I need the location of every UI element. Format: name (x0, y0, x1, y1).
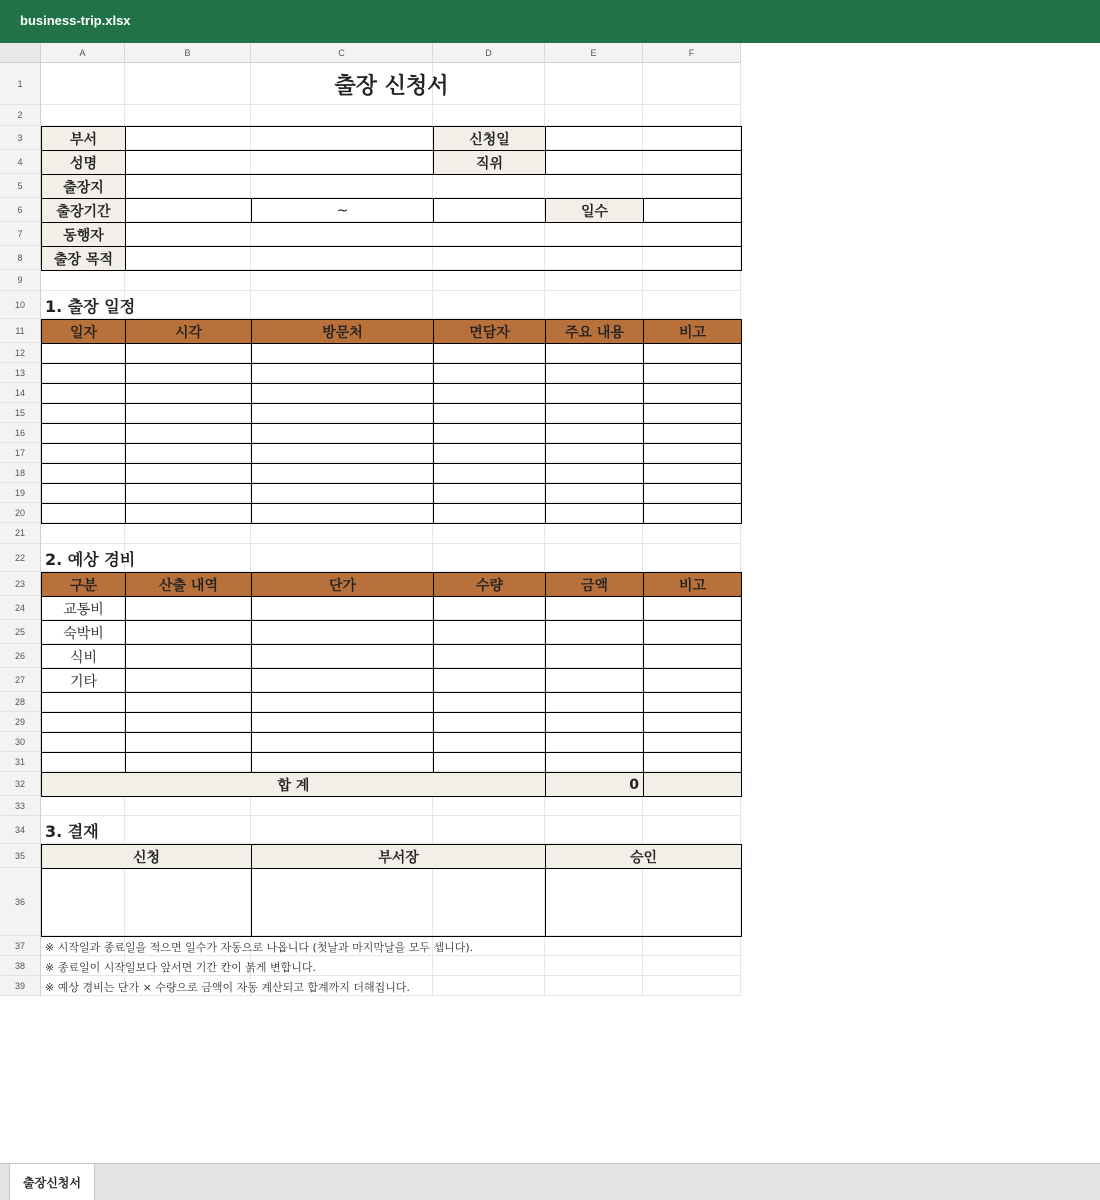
schedule-col-header: 비고 (643, 319, 742, 344)
schedule-cell[interactable] (643, 343, 742, 364)
expense-cell[interactable] (545, 732, 644, 753)
expense-cell[interactable] (433, 644, 546, 669)
row-header[interactable]: 25 (0, 620, 41, 644)
expenses-col-header: 금액 (545, 572, 644, 597)
expense-cell[interactable] (545, 692, 644, 713)
schedule-cell[interactable] (251, 423, 434, 444)
schedule-cell[interactable] (251, 363, 434, 384)
expense-cell[interactable] (251, 644, 434, 669)
row-header[interactable]: 6 (0, 198, 41, 222)
total-label: 합 계 (41, 772, 546, 797)
expense-cell[interactable] (643, 692, 742, 713)
expense-cell[interactable] (251, 668, 434, 693)
approval-applicant-header: 신청 (41, 844, 252, 869)
days-label: 일수 (545, 198, 644, 223)
row-header[interactable]: 22 (0, 544, 41, 572)
expenses-col-header: 산출 내역 (125, 572, 252, 597)
expense-cell[interactable] (251, 692, 434, 713)
file-name: business-trip.xlsx (20, 13, 131, 28)
days-value[interactable] (643, 198, 742, 223)
schedule-col-header: 면담자 (433, 319, 546, 344)
note-text: ※ 종료일이 시작일보다 앞서면 기간 칸이 붉게 변합니다. (45, 960, 316, 974)
schedule-cell[interactable] (643, 363, 742, 384)
approval-approver-header: 승인 (545, 844, 742, 869)
expense-cell[interactable] (41, 732, 126, 753)
schedule-cell[interactable] (251, 403, 434, 424)
companion-label: 동행자 (41, 222, 126, 247)
expense-cell[interactable] (251, 732, 434, 753)
schedule-cell[interactable] (545, 343, 644, 364)
schedule-cell[interactable] (433, 443, 546, 464)
schedule-cell[interactable] (251, 483, 434, 504)
row-header[interactable]: 26 (0, 644, 41, 668)
schedule-cell[interactable] (433, 383, 546, 404)
expense-cell[interactable] (125, 692, 252, 713)
schedule-cell[interactable] (433, 363, 546, 384)
expense-cell[interactable] (251, 620, 434, 645)
schedule-cell[interactable] (251, 443, 434, 464)
expense-cell[interactable] (545, 644, 644, 669)
position-input[interactable] (545, 150, 742, 175)
expense-cell[interactable] (125, 620, 252, 645)
column-header[interactable]: F (643, 43, 741, 63)
schedule-heading: 1. 출장 일정 (45, 297, 136, 316)
schedule-cell[interactable] (251, 383, 434, 404)
expense-cell[interactable] (433, 668, 546, 693)
manager-sign-box[interactable] (251, 868, 546, 937)
row-header[interactable]: 7 (0, 222, 41, 246)
row-header[interactable]: 16 (0, 423, 41, 443)
expense-cell[interactable] (643, 752, 742, 773)
schedule-cell[interactable] (545, 443, 644, 464)
schedule-cell[interactable] (125, 383, 252, 404)
column-header[interactable]: B (125, 43, 251, 63)
schedule-cell[interactable] (433, 423, 546, 444)
column-header[interactable]: D (433, 43, 545, 63)
expense-cell[interactable] (433, 752, 546, 773)
schedule-cell[interactable] (41, 383, 126, 404)
row-header[interactable]: 14 (0, 383, 41, 403)
row-header[interactable]: 13 (0, 363, 41, 383)
row-header[interactable]: 32 (0, 772, 41, 796)
schedule-cell[interactable] (125, 503, 252, 524)
schedule-cell[interactable] (643, 403, 742, 424)
expense-cell[interactable] (41, 752, 126, 773)
row-header[interactable]: 11 (0, 319, 41, 343)
schedule-col-header: 시각 (125, 319, 252, 344)
expense-cell[interactable] (545, 752, 644, 773)
schedule-cell[interactable] (545, 383, 644, 404)
expense-cell[interactable] (433, 712, 546, 733)
schedule-cell[interactable] (41, 463, 126, 484)
spreadsheet-grid[interactable] (0, 43, 741, 993)
destination-label: 출장지 (41, 174, 126, 199)
applicant-sign-box[interactable] (41, 868, 252, 937)
expense-category[interactable]: 숙박비 (41, 620, 126, 645)
row-header[interactable]: 1 (0, 63, 41, 105)
column-header[interactable]: E (545, 43, 643, 63)
row-header[interactable]: 39 (0, 976, 41, 996)
expense-cell[interactable] (643, 620, 742, 645)
expense-cell[interactable] (433, 692, 546, 713)
column-header[interactable]: C (251, 43, 433, 63)
row-header[interactable]: 37 (0, 936, 41, 956)
start-date-input[interactable] (125, 198, 252, 223)
name-input[interactable] (125, 150, 434, 175)
schedule-cell[interactable] (433, 503, 546, 524)
approval-manager-header: 부서장 (251, 844, 546, 869)
expense-cell[interactable] (643, 596, 742, 621)
expense-cell[interactable] (125, 752, 252, 773)
name-label: 성명 (41, 150, 126, 175)
row-header[interactable]: 10 (0, 291, 41, 319)
schedule-cell[interactable] (545, 503, 644, 524)
expense-category[interactable]: 기타 (41, 668, 126, 693)
schedule-col-header: 방문처 (251, 319, 434, 344)
expense-cell[interactable] (643, 712, 742, 733)
schedule-cell[interactable] (41, 403, 126, 424)
schedule-cell[interactable] (41, 423, 126, 444)
schedule-cell[interactable] (41, 503, 126, 524)
purpose-input[interactable] (125, 246, 742, 271)
row-header[interactable]: 28 (0, 692, 41, 712)
period-tilde: ~ (251, 198, 434, 223)
expense-cell[interactable] (433, 596, 546, 621)
sheet-tab-bar (0, 1163, 1100, 1200)
expenses-col-header: 구분 (41, 572, 126, 597)
row-header[interactable]: 5 (0, 174, 41, 198)
row-header[interactable]: 31 (0, 752, 41, 772)
companion-input[interactable] (125, 222, 742, 247)
end-date-input[interactable] (433, 198, 546, 223)
expenses-col-header: 비고 (643, 572, 742, 597)
expenses-heading: 2. 예상 경비 (45, 550, 136, 569)
schedule-cell[interactable] (545, 403, 644, 424)
expense-category[interactable]: 식비 (41, 644, 126, 669)
expense-cell[interactable] (125, 668, 252, 693)
period-label: 출장기간 (41, 198, 126, 223)
position-label: 직위 (433, 150, 546, 175)
schedule-col-header: 일자 (41, 319, 126, 344)
schedule-cell[interactable] (125, 463, 252, 484)
row-header[interactable]: 27 (0, 668, 41, 692)
apply-date-label: 신청일 (433, 126, 546, 151)
expense-cell[interactable] (251, 596, 434, 621)
row-header[interactable]: 15 (0, 403, 41, 423)
purpose-label: 출장 목적 (41, 246, 126, 271)
row-header[interactable]: 38 (0, 956, 41, 976)
expense-cell[interactable] (251, 712, 434, 733)
note-text: ※ 시작일과 종료일을 적으면 일수가 자동으로 나옵니다 (첫날과 마지막날을 모두 셉니다). (45, 940, 474, 954)
schedule-cell[interactable] (251, 343, 434, 364)
row-header[interactable]: 8 (0, 246, 41, 270)
row-header[interactable]: 35 (0, 844, 41, 868)
row-header[interactable]: 4 (0, 150, 41, 174)
schedule-cell[interactable] (41, 443, 126, 464)
schedule-cell[interactable] (41, 343, 126, 364)
form-title: 출장 신청서 (334, 74, 449, 99)
row-header[interactable]: 9 (0, 270, 41, 291)
total-note[interactable] (643, 772, 742, 797)
schedule-cell[interactable] (643, 443, 742, 464)
row-header[interactable]: 30 (0, 732, 41, 752)
row-header[interactable]: 34 (0, 816, 41, 844)
expense-cell[interactable] (643, 732, 742, 753)
select-all-corner[interactable] (0, 43, 41, 63)
expense-cell[interactable] (433, 732, 546, 753)
schedule-cell[interactable] (433, 483, 546, 504)
schedule-cell[interactable] (545, 483, 644, 504)
schedule-cell[interactable] (545, 363, 644, 384)
row-header[interactable]: 17 (0, 443, 41, 463)
destination-input[interactable] (125, 174, 742, 199)
row-header[interactable]: 21 (0, 523, 41, 544)
row-header[interactable]: 3 (0, 126, 41, 150)
title-bar (0, 0, 1100, 43)
schedule-cell[interactable] (125, 403, 252, 424)
row-header[interactable]: 2 (0, 105, 41, 126)
expense-cell[interactable] (251, 752, 434, 773)
expense-category[interactable]: 교통비 (41, 596, 126, 621)
expense-cell[interactable] (643, 668, 742, 693)
expenses-col-header: 단가 (251, 572, 434, 597)
dept-label: 부서 (41, 126, 126, 151)
expense-cell[interactable] (545, 620, 644, 645)
row-header[interactable]: 18 (0, 463, 41, 483)
schedule-cell[interactable] (41, 363, 126, 384)
schedule-cell[interactable] (125, 343, 252, 364)
expenses-col-header: 수량 (433, 572, 546, 597)
schedule-cell[interactable] (433, 463, 546, 484)
expense-cell[interactable] (643, 644, 742, 669)
total-amount: 0 (545, 772, 644, 797)
expense-cell[interactable] (41, 692, 126, 713)
expense-cell[interactable] (433, 620, 546, 645)
row-header[interactable]: 19 (0, 483, 41, 503)
schedule-cell[interactable] (545, 463, 644, 484)
expense-cell[interactable] (125, 644, 252, 669)
schedule-cell[interactable] (643, 463, 742, 484)
expense-cell[interactable] (125, 732, 252, 753)
sheet-tab[interactable]: 출장신청서 (9, 1164, 95, 1200)
row-header[interactable]: 12 (0, 343, 41, 363)
row-header[interactable]: 20 (0, 503, 41, 523)
schedule-cell[interactable] (125, 423, 252, 444)
schedule-cell[interactable] (125, 363, 252, 384)
note-text: ※ 예상 경비는 단가 × 수량으로 금액이 자동 계산되고 합계까지 더해집니다. (45, 980, 411, 994)
schedule-cell[interactable] (125, 443, 252, 464)
expense-cell[interactable] (545, 596, 644, 621)
schedule-cell[interactable] (643, 383, 742, 404)
row-header[interactable]: 24 (0, 596, 41, 620)
expense-cell[interactable] (545, 668, 644, 693)
schedule-cell[interactable] (251, 503, 434, 524)
expense-cell[interactable] (125, 596, 252, 621)
row-header[interactable]: 29 (0, 712, 41, 732)
schedule-cell[interactable] (433, 403, 546, 424)
dept-input[interactable] (125, 126, 434, 151)
schedule-cell[interactable] (643, 503, 742, 524)
row-header[interactable]: 23 (0, 572, 41, 596)
expense-cell[interactable] (41, 712, 126, 733)
schedule-cell[interactable] (643, 483, 742, 504)
row-header[interactable]: 33 (0, 796, 41, 816)
schedule-cell[interactable] (643, 423, 742, 444)
column-header[interactable]: A (41, 43, 125, 63)
apply-date-input[interactable] (545, 126, 742, 151)
expense-cell[interactable] (125, 712, 252, 733)
schedule-cell[interactable] (125, 483, 252, 504)
approver-sign-box[interactable] (545, 868, 742, 937)
expense-cell[interactable] (545, 712, 644, 733)
approval-heading: 3. 결재 (45, 822, 99, 841)
schedule-col-header: 주요 내용 (545, 319, 644, 344)
schedule-cell[interactable] (41, 483, 126, 504)
schedule-cell[interactable] (433, 343, 546, 364)
row-header[interactable]: 36 (0, 868, 41, 936)
schedule-cell[interactable] (251, 463, 434, 484)
schedule-cell[interactable] (545, 423, 644, 444)
